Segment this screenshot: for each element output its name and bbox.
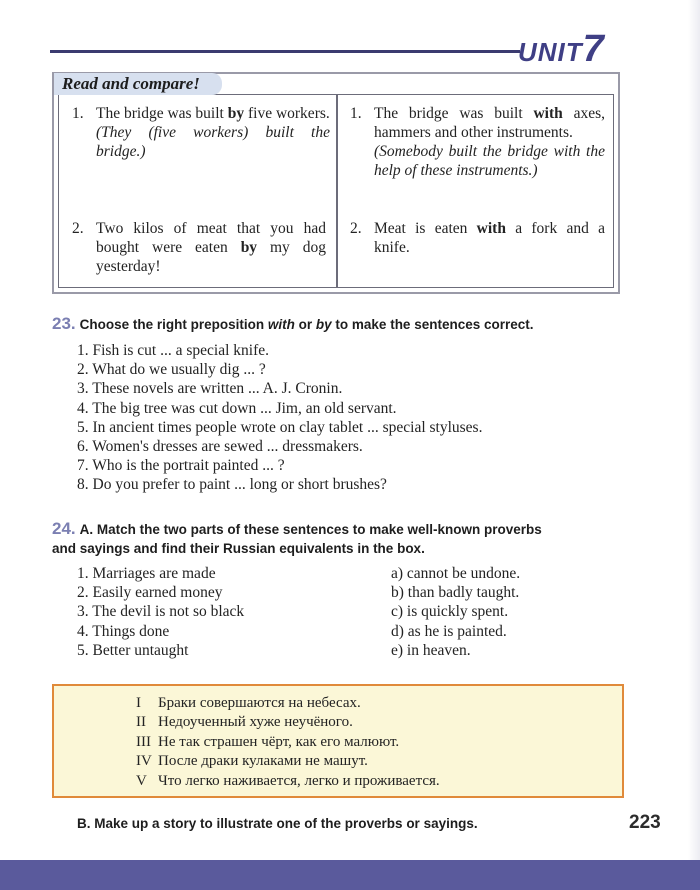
- ex23-instr-with: with: [267, 317, 295, 332]
- rc-left-2-num: 2.: [72, 220, 84, 237]
- russian-text: Недоученный хуже неучёного.: [158, 714, 353, 731]
- ex23-instr-post: to make the sentences correct.: [331, 317, 534, 332]
- ex24-instruction-line1: A. Match the two parts of these sentences to make well-known proverbs: [79, 522, 542, 537]
- ex24-part-b: B. Make up a story to illustrate one of the proverbs or sayings.: [77, 816, 478, 831]
- rc-right-2-post: a fork and a knife.: [374, 220, 605, 256]
- rc-right-2: [350, 219, 605, 257]
- list-item: a) cannot be undone.: [391, 565, 521, 582]
- list-item: 1. Fish is cut ... a special knife.: [77, 342, 269, 359]
- ex23-instr-pre: Choose the right preposition: [79, 317, 268, 332]
- list-item: b) than badly taught.: [391, 584, 520, 602]
- read-compare-divider: [336, 94, 338, 288]
- ex24-number: 24.: [52, 519, 76, 538]
- rc-right-1-pre: The bridge was built: [374, 105, 534, 122]
- ex23-list: [77, 341, 482, 495]
- rc-right-2-bold: with: [476, 220, 506, 237]
- list-item: 3. These novels are written ... A. J. Cronin.: [77, 380, 343, 398]
- read-compare-title: Read and compare!: [62, 74, 200, 93]
- list-item: 4. Things done: [77, 622, 170, 640]
- rc-left-2-bold: by: [240, 239, 258, 256]
- rc-left-1-pre: The bridge was built: [96, 105, 228, 122]
- rc-right-1-italic: (Somebody built the bridge with the help of these instruments.): [374, 143, 605, 179]
- rc-right-1: [350, 104, 605, 180]
- ex24-left-list: [77, 564, 244, 660]
- rc-left-2: [72, 219, 326, 276]
- ex24-heading: [52, 519, 542, 539]
- rc-right-1-bold: with: [533, 105, 563, 122]
- rc-right-2-pre: Meat is eaten: [374, 220, 477, 237]
- list-item: [136, 733, 440, 752]
- list-item: 7. Who is the portrait painted ... ?: [77, 457, 285, 475]
- rc-left-2-post: my dog yesterday!: [96, 239, 326, 275]
- roman-numeral: IV: [136, 753, 152, 770]
- rc-right-1-post: axes, hammers and other instruments.: [374, 105, 605, 141]
- list-item: [136, 772, 440, 791]
- ex24-right-list: [391, 564, 520, 660]
- list-item: [136, 752, 440, 771]
- list-item: 5. Better untaught: [77, 641, 189, 659]
- unit-number: 7: [582, 28, 605, 70]
- list-item: 3. The devil is not so black: [77, 603, 245, 621]
- ex23-instr-by: by: [315, 317, 332, 332]
- rc-right-2-num: 2.: [350, 220, 362, 237]
- ex23-heading: [52, 314, 534, 334]
- roman-numeral: V: [136, 772, 147, 789]
- russian-text: Что легко наживается, легко и проживается.: [158, 772, 440, 789]
- list-item: [136, 694, 440, 713]
- list-item: [136, 713, 440, 732]
- rc-left-1-italic: (They (five workers) built the bridge.): [96, 124, 330, 160]
- ex23-instr-mid: or: [294, 317, 316, 332]
- russian-text: Не так страшен чёрт, как его малюют.: [158, 733, 400, 750]
- roman-numeral: II: [136, 714, 146, 731]
- unit-label: UNIT: [518, 37, 583, 67]
- list-item: 1. Marriages are made: [77, 565, 216, 582]
- ex23-instruction: [80, 317, 534, 332]
- roman-numeral: I: [136, 695, 141, 711]
- russian-text: Браки совершаются на небесах.: [158, 695, 361, 711]
- rc-left-1: [72, 104, 330, 161]
- list-item: c) is quickly spent.: [391, 603, 509, 621]
- list-item: d) as he is painted.: [391, 622, 507, 640]
- rc-left-1-post: five workers.: [244, 105, 330, 122]
- ex23-number: 23.: [52, 314, 76, 333]
- bottom-band: [0, 860, 700, 890]
- list-item: 4. The big tree was cut down ... Jim, an old servant.: [77, 399, 397, 417]
- russian-list: [136, 694, 440, 791]
- list-item: 2. Easily earned money: [77, 584, 223, 602]
- unit-logo: [518, 28, 605, 71]
- list-item: e) in heaven.: [391, 641, 471, 659]
- rc-left-1-num: 1.: [72, 105, 84, 122]
- roman-numeral: III: [136, 733, 151, 750]
- rc-left-1-bold: by: [227, 105, 245, 122]
- list-item: 6. Women's dresses are sewed ... dressmakers.: [77, 438, 363, 456]
- list-item: 8. Do you prefer to paint ... long or short brushes?: [77, 476, 387, 494]
- list-item: 2. What do we usually dig ... ?: [77, 361, 266, 379]
- page-edge: [688, 0, 700, 860]
- page-number: 223: [629, 812, 661, 833]
- header-rule: [50, 50, 520, 53]
- list-item: 5. In ancient times people wrote on clay tablet ... special styluses.: [77, 418, 483, 436]
- ex24-instruction-line2: and sayings and find their Russian equivalents in the box.: [52, 541, 425, 556]
- rc-left-2-pre: Two kilos of meat that you had bought were eaten: [96, 220, 326, 256]
- russian-text: После драки кулаками не машут.: [158, 753, 368, 770]
- rc-right-1-num: 1.: [350, 105, 362, 122]
